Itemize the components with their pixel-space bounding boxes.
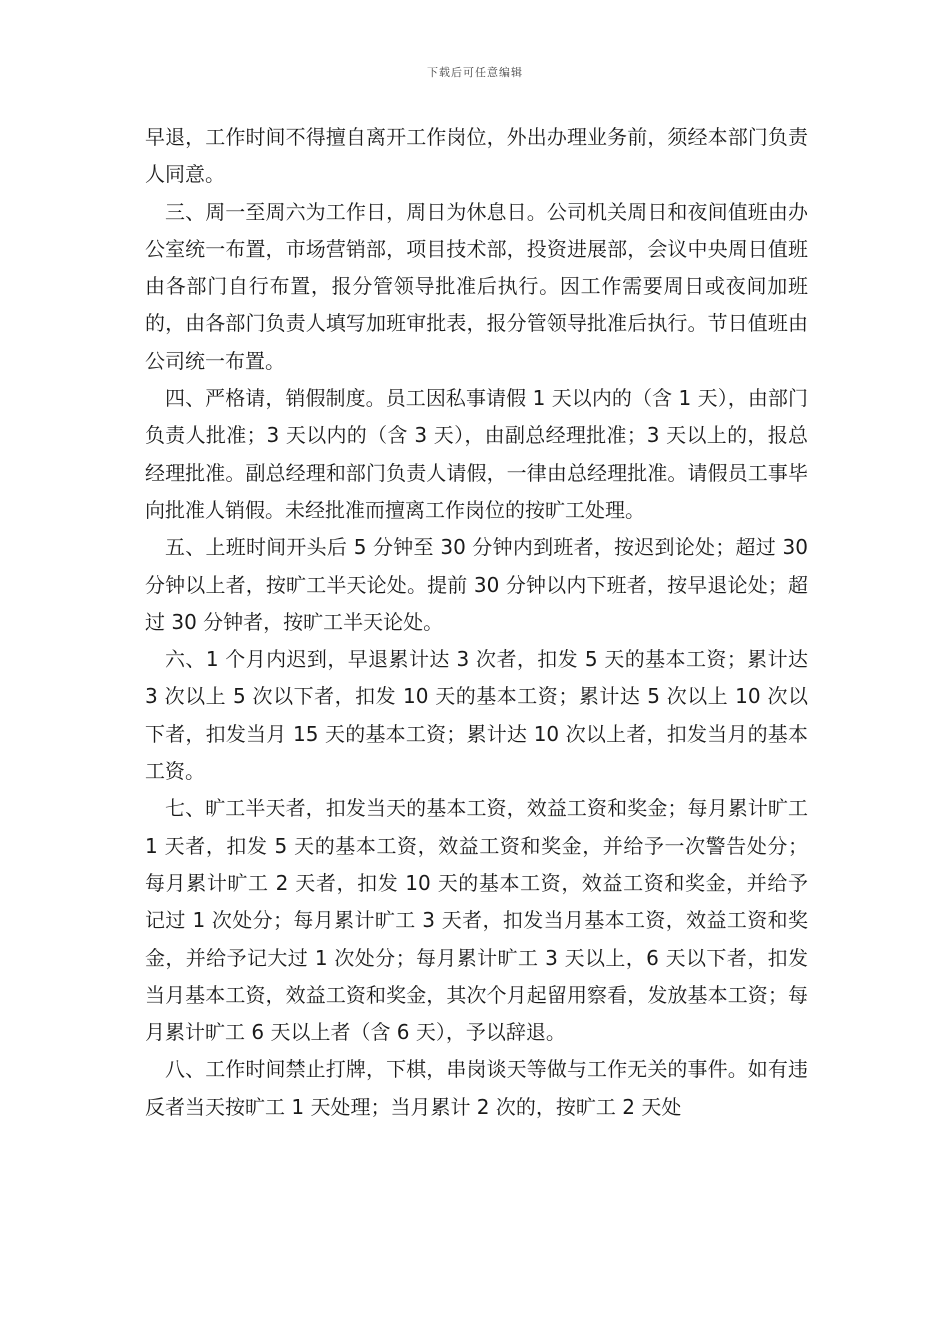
paragraph-item-4: 四、严格请，销假制度。员工因私事请假 1 天以内的（含 1 天），由部门负责人批准；3 天以内的（含 3 天），由副总经理批准；3 天以上的，报总经理批准。副总经理和部门负责人请假，一律由总经理批准。请假员工事毕向批准人销假。未经批准而擅离工作岗位的按旷工处理。 <box>145 386 808 522</box>
paragraph-item-7: 七、旷工半天者，扣发当天的基本工资，效益工资和奖金；每月累计旷工 1 天者，扣发 5 天的基本工资，效益工资和奖金，并给予一次警告处分；每月累计旷工 2 天者，扣发 10 天的基本工资，效益工资和奖金，并给予记过 1 次处分；每月累计旷工 3 天者，扣发当月基本工资，效益工资和奖金，并给予记大过 1 次处分；每月累计旷工 3 天以上，6 天以下者，扣发当月基本工资，效益工资和奖金，其次个月起留用察看，发放基本工资；每月累计旷工 6 天以上者（含 6 天），予以辞退。 <box>145 796 808 1045</box>
paragraph-item-6: 六、1 个月内迟到，早退累计达 3 次者，扣发 5 天的基本工资；累计达 3 次以上 5 次以下者，扣发 10 天的基本工资；累计达 5 次以上 10 次以下者，扣发当月 15 天的基本工资；累计达 10 次以上者，扣发当月的基本工资。 <box>145 647 808 784</box>
page-header: 下载后可任意编辑 <box>427 66 523 79</box>
paragraph-item-8: 八、工作时间禁止打牌，下棋，串岗谈天等做与工作无关的事件。如有违反者当天按旷工 1 天处理；当月累计 2 次的，按旷工 2 天处 <box>145 1057 808 1119</box>
paragraph-item-5: 五、上班时间开头后 5 分钟至 30 分钟内到班者，按迟到论处；超过 30 分钟以上者，按旷工半天论处。提前 30 分钟以内下班者，按早退论处；超过 30 分钟者，按旷工半天论处。 <box>145 535 808 634</box>
paragraph-item-3: 三、周一至周六为工作日，周日为休息日。公司机关周日和夜间值班由办公室统一布置，市场营销部，项目技术部，投资进展部，会议中央周日值班由各部门自行布置，报分管领导批准后执行。因工作需要周日或夜间加班的，由各部门负责人填写加班审批表，报分管领导批准后执行。节日值班由公司统一布置。 <box>145 199 808 373</box>
document-body <box>145 119 808 1126</box>
paragraph-continuation: 早退，工作时间不得擅自离开工作岗位，外出办理业务前，须经本部门负责人同意。 <box>145 125 808 187</box>
